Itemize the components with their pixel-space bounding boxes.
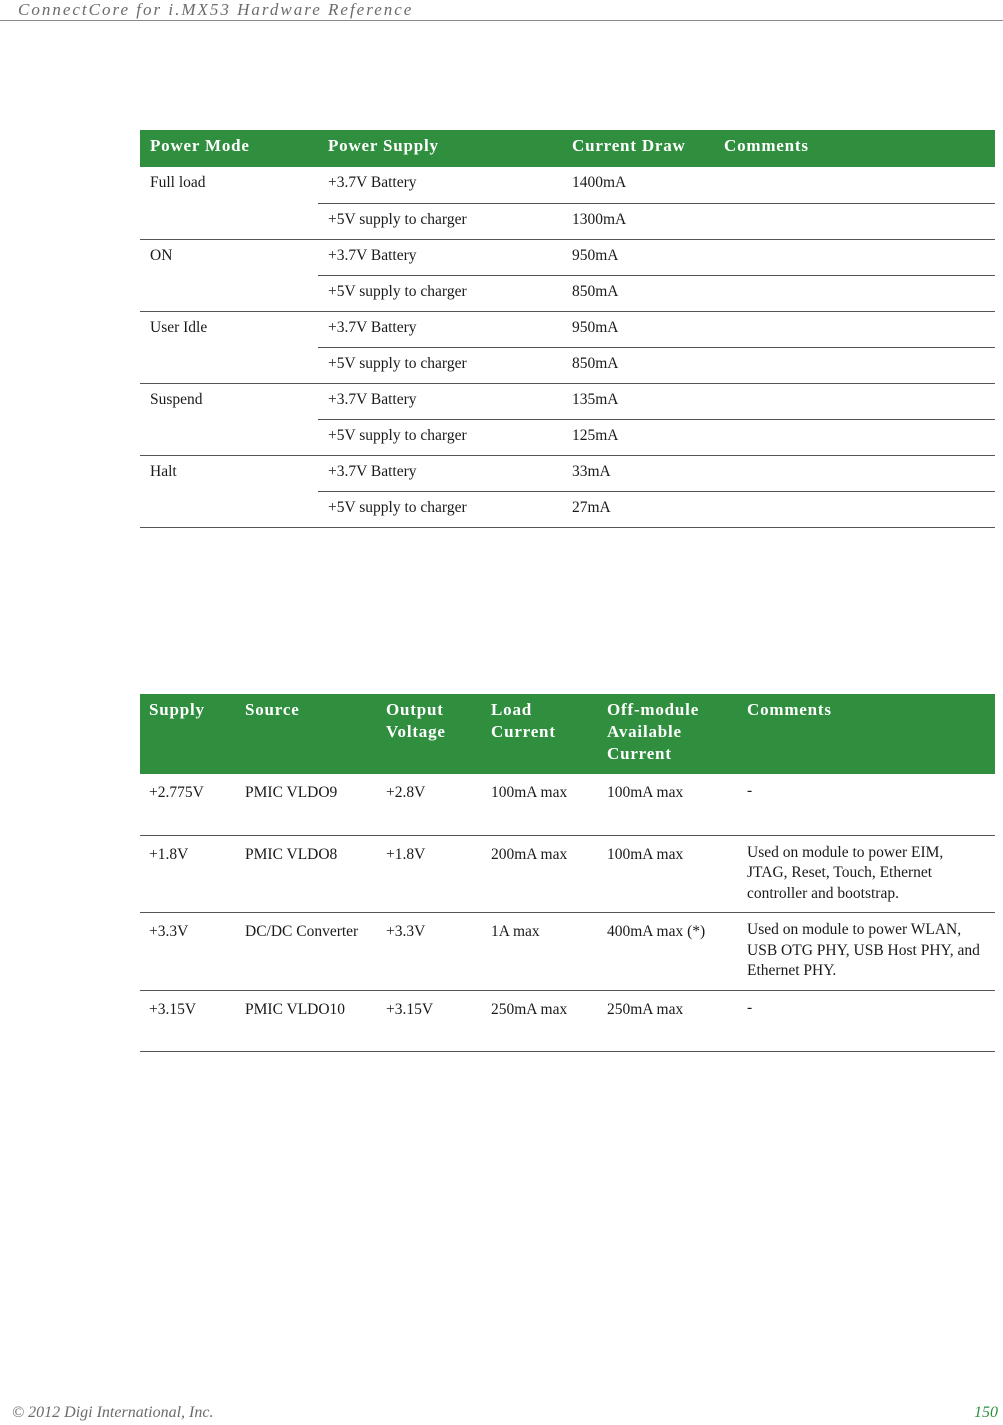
comments-cell: - — [738, 774, 995, 835]
power-mode-cell: Suspend — [140, 383, 318, 455]
page-number: 150 — [974, 1404, 998, 1421]
comments-cell — [714, 203, 995, 239]
source-cell: PMIC VLDO10 — [236, 990, 377, 1051]
load-current-cell: 250mA max — [482, 990, 598, 1051]
power-supply-cell: +3.7V Battery — [318, 311, 562, 347]
power-supply-cell: +3.7V Battery — [318, 167, 562, 203]
comments-cell — [714, 167, 995, 203]
comments-cell — [714, 383, 995, 419]
comments-cell — [714, 455, 995, 491]
header-divider — [0, 20, 1003, 21]
comments-cell — [714, 491, 995, 527]
comments-cell: Used on module to power EIM, JTAG, Reset, Touch, Ethernet controller and bootstrap. — [738, 835, 995, 913]
power-supply-cell: +5V supply to charger — [318, 275, 562, 311]
current-draw-cell: 33mA — [562, 455, 714, 491]
table-row — [140, 774, 995, 835]
column-header-supply: Supply — [140, 694, 236, 774]
table-row — [140, 835, 995, 913]
table-row — [140, 455, 995, 491]
comments-cell — [714, 347, 995, 383]
power-supply-cell: +3.7V Battery — [318, 455, 562, 491]
supply-cell: +3.3V — [140, 913, 236, 991]
power-supply-cell: +5V supply to charger — [318, 419, 562, 455]
column-header-load-current: Load Current — [482, 694, 598, 774]
current-draw-cell: 950mA — [562, 239, 714, 275]
comments-cell: - — [738, 990, 995, 1051]
comments-cell — [714, 419, 995, 455]
output-voltage-cell: +1.8V — [377, 835, 482, 913]
supply-table — [140, 694, 995, 1052]
current-draw-cell: 850mA — [562, 275, 714, 311]
comments-cell — [714, 239, 995, 275]
power-supply-cell: +5V supply to charger — [318, 203, 562, 239]
output-voltage-cell: +3.15V — [377, 990, 482, 1051]
column-header-output-voltage: Output Voltage — [377, 694, 482, 774]
comments-cell: Used on module to power WLAN, USB OTG PHY, USB Host PHY, and Ethernet PHY. — [738, 913, 995, 991]
comments-cell — [714, 275, 995, 311]
available-current-cell: 400mA max (*) — [598, 913, 738, 991]
current-draw-cell: 950mA — [562, 311, 714, 347]
column-header-comments: Comments — [714, 130, 995, 167]
table-row — [140, 990, 995, 1051]
power-mode-cell: User Idle — [140, 311, 318, 383]
table-row — [140, 311, 995, 347]
source-cell: DC/DC Converter — [236, 913, 377, 991]
comments-cell — [714, 311, 995, 347]
power-supply-cell: +3.7V Battery — [318, 383, 562, 419]
available-current-cell: 100mA max — [598, 835, 738, 913]
running-header-title: ConnectCore for i.MX53 Hardware Reference — [18, 0, 414, 19]
table-row — [140, 167, 995, 203]
power-mode-cell: Full load — [140, 167, 318, 239]
column-header-power-mode: Power Mode — [140, 130, 318, 167]
power-table-header-row — [140, 130, 995, 167]
supply-cell: +2.775V — [140, 774, 236, 835]
power-mode-cell: Halt — [140, 455, 318, 527]
column-header-power-supply: Power Supply — [318, 130, 562, 167]
power-mode-cell: ON — [140, 239, 318, 311]
current-draw-cell: 850mA — [562, 347, 714, 383]
power-supply-cell: +3.7V Battery — [318, 239, 562, 275]
table-row — [140, 239, 995, 275]
available-current-cell: 250mA max — [598, 990, 738, 1051]
current-draw-cell: 27mA — [562, 491, 714, 527]
source-cell: PMIC VLDO8 — [236, 835, 377, 913]
power-mode-table — [140, 130, 995, 528]
supply-cell: +1.8V — [140, 835, 236, 913]
supply-table-header-row — [140, 694, 995, 774]
table-row — [140, 913, 995, 991]
power-supply-cell: +5V supply to charger — [318, 347, 562, 383]
power-supply-cell: +5V supply to charger — [318, 491, 562, 527]
current-draw-cell: 1400mA — [562, 167, 714, 203]
output-voltage-cell: +3.3V — [377, 913, 482, 991]
copyright-notice: © 2012 Digi International, Inc. — [12, 1404, 214, 1421]
load-current-cell: 200mA max — [482, 835, 598, 913]
source-cell: PMIC VLDO9 — [236, 774, 377, 835]
current-draw-cell: 135mA — [562, 383, 714, 419]
load-current-cell: 1A max — [482, 913, 598, 991]
column-header-source: Source — [236, 694, 377, 774]
available-current-cell: 100mA max — [598, 774, 738, 835]
load-current-cell: 100mA max — [482, 774, 598, 835]
current-draw-cell: 125mA — [562, 419, 714, 455]
column-header-current-draw: Current Draw — [562, 130, 714, 167]
table-row — [140, 383, 995, 419]
output-voltage-cell: +2.8V — [377, 774, 482, 835]
current-draw-cell: 1300mA — [562, 203, 714, 239]
column-header-available-current: Off-module Available Current — [598, 694, 738, 774]
column-header-comments: Comments — [738, 694, 995, 774]
supply-cell: +3.15V — [140, 990, 236, 1051]
